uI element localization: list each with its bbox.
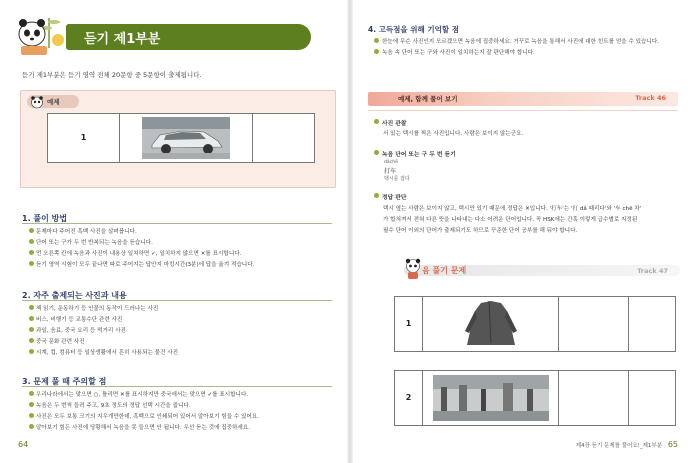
section-1-bullet: 단어 또는 구가 두 번 반복되는 녹음을 듣습니다. <box>36 240 153 246</box>
bullet-icon <box>374 193 379 198</box>
example-table <box>47 113 315 163</box>
bullet-icon <box>29 261 34 266</box>
section-4-bullet: 한눈에 무슨 사진인지 모르겠으면 녹음에 집중하세요. 거꾸로 녹음을 통해서 사진에 대한 힌트를 얻을 수 있습니다. <box>382 39 660 45</box>
section-2-bullet: 버스, 비행기 등 교통수단 관련 사진 <box>36 317 123 323</box>
step-text: 서 있는 택시를 찍은 사진입니다. 사람은 보이지 않는군요. <box>383 131 524 137</box>
page-title-bar <box>66 24 311 50</box>
question-photo-cell <box>423 371 559 425</box>
question-answer-cell[interactable] <box>629 371 675 425</box>
question-blank-cell <box>559 297 629 351</box>
section-2-bullet: 과일, 음료, 중국 요리 등 먹거리 사진 <box>36 328 126 334</box>
bullet-icon <box>29 338 34 343</box>
bullet-icon <box>29 239 34 244</box>
section-3-bullet: 알아보기 힘든 사진에 당황해서 녹음을 못 들으면 안 됩니다. 우선 듣는 것에 집중하세요. <box>36 425 251 431</box>
page-title: 듣기 제1부분 <box>84 32 161 47</box>
bullet-icon <box>29 305 34 310</box>
section-1-bullet: 듣기 영역 시험이 모두 끝나면 따로 주어지는 답안지 마킹시간(3분)에 답을 옮겨 적습니다. <box>36 262 255 268</box>
question-answer-cell[interactable] <box>629 297 675 351</box>
right-page-number: 65 <box>667 440 678 449</box>
question-row <box>394 296 676 352</box>
example-box <box>20 90 336 188</box>
bullet-icon <box>29 316 34 321</box>
step-heading: 녹음 단어 또는 구 두 번 듣기 <box>382 152 456 158</box>
step-text: 택시 옆는 사람은 보이지 않고, 택시만 있기 때문에 정답은 ✕입니다. '打车'는 '打 dǎ 때리다'와 '车 chē 차' <box>383 206 642 212</box>
korean-gloss: 택시를 잡다 <box>384 176 410 182</box>
track-label: Track 46 <box>635 94 666 102</box>
section-2-bullet: 시계, 컵, 컴퓨터 등 일상생활에서 흔히 사용되는 물건 사진 <box>36 350 179 356</box>
intro-text: 듣기 제1부분은 듣기 영역 전체 20문항 중 5문항이 출제됩니다. <box>22 71 202 79</box>
section-2-heading: 2. 자주 출제되는 사진과 내용 <box>22 291 127 300</box>
section-3-heading: 3. 문제 풀 때 주의할 점 <box>22 377 107 386</box>
example-tab-label: 예제 <box>47 98 60 106</box>
chapter-label: 제4장 듣기 문제를 풀어요!_제1부분 <box>575 443 663 449</box>
bullet-icon <box>29 424 34 429</box>
right-page-footer <box>576 440 678 449</box>
section-3-rule <box>22 386 332 387</box>
step-heading: 사진 관찰 <box>382 121 407 127</box>
bullet-icon <box>29 327 34 332</box>
panda-mascot-icon <box>14 10 68 56</box>
bullet-icon <box>374 150 379 155</box>
hanzi-text: 打车 <box>384 168 397 175</box>
section-3-bullet: 사진은 모두 보통 크기의 지우개만한데, 흑백으로 인쇄되어 있어서 알아보기 힘들 수 있어요. <box>36 414 260 420</box>
section-3-bullet: 녹음은 두 번씩 들려 주고, 9초 정도의 정답 선택 시간을 줍니다. <box>36 403 191 409</box>
bullet-icon <box>374 119 379 124</box>
section-2-bullet: 중국 문화 관련 사진 <box>36 339 85 345</box>
example-walkthrough-bar <box>368 92 678 106</box>
coat-photo <box>423 297 559 351</box>
bullet-icon <box>29 349 34 354</box>
section-2-bullet: 책 읽기, 운동하기 등 인물의 동작이 드러나는 사진 <box>36 306 159 312</box>
bullet-icon <box>29 413 34 418</box>
divider <box>368 110 678 111</box>
step-text: 가 합쳐져서 전혀 다른 뜻을 나타내는 다소 어려운 단어입니다. 꼭 HSK에는 간혹 이렇게 급수별로 지정된 <box>383 217 638 223</box>
question-blank-cell <box>559 371 629 425</box>
pinyin-text: dǎchē <box>384 160 398 165</box>
bullet-icon <box>29 402 34 407</box>
street-photo <box>423 371 559 425</box>
question-number: 1 <box>395 297 423 351</box>
section-1-rule <box>22 223 332 224</box>
taxi-photo <box>142 117 230 159</box>
book-gutter <box>347 0 353 463</box>
section-1-heading: 1. 풀이 방법 <box>22 214 68 223</box>
example-photo-cell <box>120 114 253 162</box>
section-3-bullet: 우리나라에서는 맞으면 ○, 틀리면 ✕를 표시하지만 중국에서는 맞으면 ✓를 표시합니다. <box>36 392 249 398</box>
example-answer-cell[interactable] <box>253 114 316 162</box>
section-4-bullet: 녹음 속 단어 또는 구와 사진이 일치하는지 잘 판단해야 합니다. <box>382 50 535 56</box>
section-1-bullet: 먼 오른쪽 칸에 녹음과 사진이 내용상 일치하면 ✓, 일치하지 않으면 ✕를 표시합니다. <box>36 251 242 257</box>
question-number: 2 <box>395 371 423 425</box>
question-row <box>394 370 676 426</box>
question-photo-cell <box>423 297 559 351</box>
section-2-rule <box>22 300 332 301</box>
bullet-icon <box>374 49 379 54</box>
track-label: Track 47 <box>637 267 668 275</box>
example-walkthrough-title: 예제, 함께 풀어 보기 <box>398 95 458 103</box>
example-row-number: 1 <box>48 114 120 162</box>
panda-icon <box>30 95 44 109</box>
bullet-icon <box>29 228 34 233</box>
example-tab <box>27 95 79 108</box>
panda-icon <box>404 258 422 280</box>
step-heading: 정답 판단 <box>382 195 407 201</box>
practice-problems-bar <box>368 262 680 278</box>
step-text: 필수 단어 이외의 단어가 출제되기도 하므로 꾸준한 단어 공부를 해 둬야 합니다. <box>383 228 578 234</box>
bullet-icon <box>29 250 34 255</box>
left-page-number: 64 <box>18 440 29 449</box>
section-4-heading: 4. 고득점을 위해 기억할 점 <box>368 25 459 34</box>
practice-problems-title: 음 풀기 문제 <box>422 266 467 275</box>
bullet-icon <box>374 38 379 43</box>
section-1-bullet: 문제마다 주어진 흑백 사진을 살펴봅니다. <box>36 229 137 235</box>
bullet-icon <box>29 391 34 396</box>
